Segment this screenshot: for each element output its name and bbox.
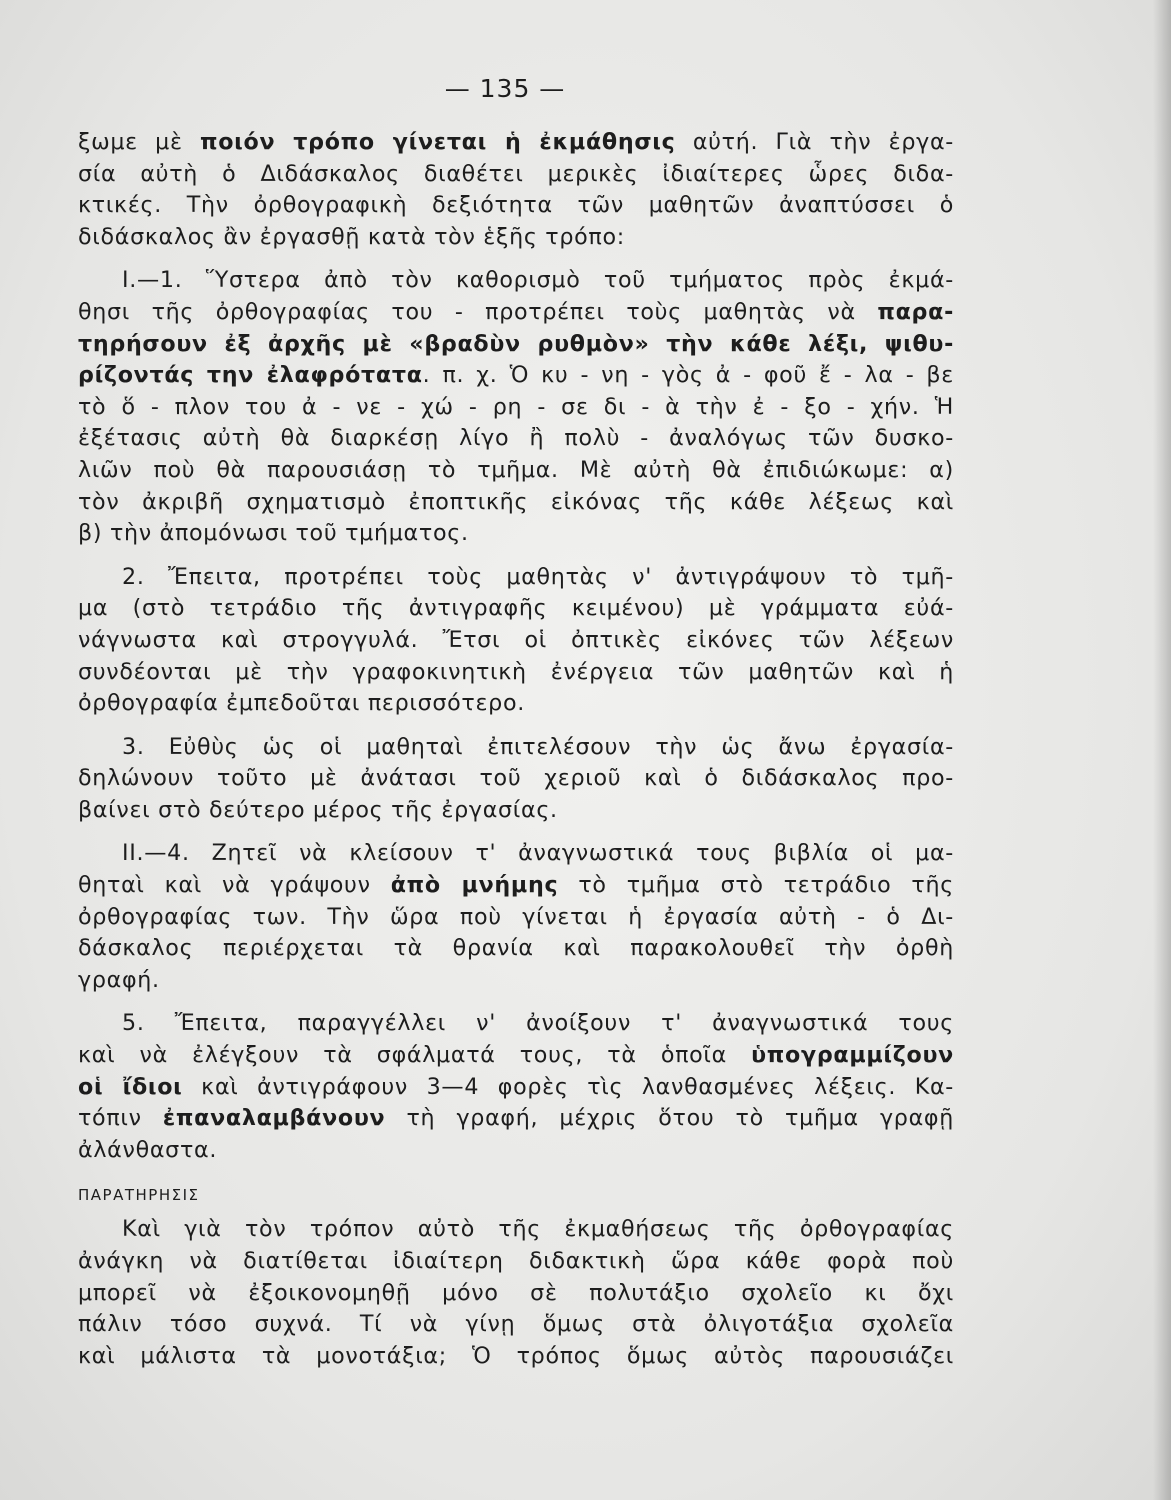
text-line: I.—1. Ὕστερα ἀπὸ τὸν καθορισμὸ τοῦ τμήματος πρὸς ἐκμά- — [122, 267, 954, 294]
text-line: καὶ νὰ ἐλέγξουν τὰ σφάλματά τους, τὰ ὁποῖα ὑπογραμμίζουν — [78, 1042, 954, 1069]
text-line: ὀρθογραφία ἐμπεδοῦται περισσότερο. — [78, 690, 525, 717]
text-line: σία αὐτὴ ὁ Διδάσκαλος διαθέτει μερικὲς ἰδιαίτερες ὧρες διδα- — [78, 160, 954, 187]
text-line: διδάσκαλος ἂν ἐργασθῇ κατὰ τὸν ἑξῆς τρόπο: — [78, 223, 625, 250]
text-line: δηλώνουν τοῦτο μὲ ἀνάτασι τοῦ χεριοῦ καὶ ὁ διδάσκαλος προ- — [78, 765, 954, 792]
text-line: βαίνει στὸ δεύτερο μέρος τῆς ἐργασίας. — [78, 796, 558, 823]
text-line: 3. Εὐθὺς ὡς οἱ μαθηταὶ ἐπιτελέσουν τὴν ὡς ἄνω ἐργασία- — [122, 733, 954, 760]
text-line: ἐξέτασις αὐτὴ θὰ διαρκέσῃ λίγο ἢ πολὺ - ἀναλόγως τῶν δυσκο- — [78, 425, 954, 452]
text-line: 5. Ἔπειτα, παραγγέλλει ν' ἀνοίξουν τ' ἀναγνωστικά τους — [122, 1010, 954, 1037]
text-line: ὀρθογραφίας των. Τὴν ὥρα ποὺ γίνεται ἡ ἐργασία αὐτὴ - ὁ Δι- — [78, 903, 954, 930]
text-line: ἀνάγκη νὰ διατίθεται ἰδιαίτερη διδακτικὴ ὥρα κάθε φορὰ ποὺ — [78, 1248, 954, 1274]
text-line: συνδέονται μὲ τὴν γραφοκινητικὴ ἐνέργεια τῶν μαθητῶν καὶ ἡ — [78, 658, 954, 685]
text-line: τὸν ἀκριβῆ σχηματισμὸ ἐποπτικῆς εἰκόνας τῆς κάθε λέξεως καὶ — [78, 488, 954, 515]
text-line: πάλιν τόσο συχνά. Τί νὰ γίνῃ ὅμως στὰ ὀλιγοτάξια σχολεῖα — [78, 1311, 954, 1338]
text-line: τόπιν ἐπαναλαμβάνουν τὴ γραφή, μέχρις ὅτου τὸ τμῆμα γραφῇ — [78, 1105, 954, 1132]
text-line: II.—4. Ζητεῖ νὰ κλείσουν τ' ἀναγνωστικά τους βιβλία οἱ μα- — [122, 840, 954, 867]
text-line: λιῶν ποὺ θὰ παρουσιάσῃ τὸ τμῆμα. Μὲ αὐτὴ θὰ ἐπιδιώκωμε: α) — [78, 456, 954, 483]
text-line: οἱ ἴδιοι καὶ ἀντιγράφουν 3—4 φορὲς τὶς λανθασμένες λέξεις. Κα- — [78, 1073, 954, 1100]
page-number: — 135 — — [444, 74, 566, 103]
text-line: Καὶ γιὰ τὸν τρόπον αὐτὸ τῆς ἐκμαθήσεως τῆς ὀρθογραφίας — [122, 1216, 954, 1243]
text-line: ξωμε μὲ ποιόν τρόπο γίνεται ἡ ἐκμάθησις αὐτή. Γιὰ τὴν ἐργα- — [78, 129, 954, 155]
text-line: ρίζοντάς την ἐλαφρότατα. π. χ. Ὁ κυ - νη - γὸς ἀ - φοῦ ἔ - λα - βε — [78, 362, 954, 389]
text-line: γραφή. — [78, 966, 160, 993]
text-line: ἀλάνθαστα. — [78, 1136, 218, 1163]
text-line: 2. Ἔπειτα, προτρέπει τοὺς μαθητὰς ν' ἀντιγράψουν τὸ τμῆ- — [122, 563, 954, 590]
section-heading: ΠΑΡΑΤΗΡΗΣΙΣ — [78, 1186, 200, 1205]
text-line: νάγνωστα καὶ στρογγυλά. Ἔτσι οἱ ὀπτικὲς εἰκόνες τῶν λέξεων — [78, 626, 954, 653]
text-line: μπορεῖ νὰ ἐξοικονομηθῇ μόνο σὲ πολυτάξιο σχολεῖο κι ὄχι — [78, 1279, 954, 1306]
page-gutter-shadow — [1153, 0, 1171, 1500]
text-line: θησι τῆς ὀρθογραφίας του - προτρέπει τοὺς μαθητὰς νὰ παρα- — [78, 298, 954, 325]
text-line: μα (στὸ τετράδιο τῆς ἀντιγραφῆς κειμένου) μὲ γράμματα εὐά- — [78, 595, 954, 622]
text-line: θηταὶ καὶ νὰ γράψουν ἀπὸ μνήμης τὸ τμῆμα στὸ τετράδιο τῆς — [78, 872, 954, 899]
text-line: τὸ ὅ - πλον του ἀ - νε - χώ - ρη - σε δι - ὰ τὴν ἐ - ξο - χήν. Ἡ — [78, 393, 954, 420]
text-line: τηρήσουν ἐξ ἀρχῆς μὲ «βραδὺν ρυθμὸν» τὴν κάθε λέξι, ψιθυ- — [78, 330, 954, 357]
body-text — [78, 127, 954, 1372]
text-line: β) τὴν ἀπομόνωσι τοῦ τμήματος. — [78, 520, 469, 547]
text-line: καὶ μάλιστα τὰ μονοτάξια; Ὁ τρόπος ὅμως αὐτὸς παρουσιάζει — [78, 1342, 954, 1369]
text-line: δάσκαλος περιέρχεται τὰ θρανία καὶ παρακολουθεῖ τὴν ὀρθὴ — [78, 935, 954, 962]
text-line: κτικές. Τὴν ὀρθογραφικὴ δεξιότητα τῶν μαθητῶν ἀναπτύσσει ὁ — [78, 192, 954, 219]
